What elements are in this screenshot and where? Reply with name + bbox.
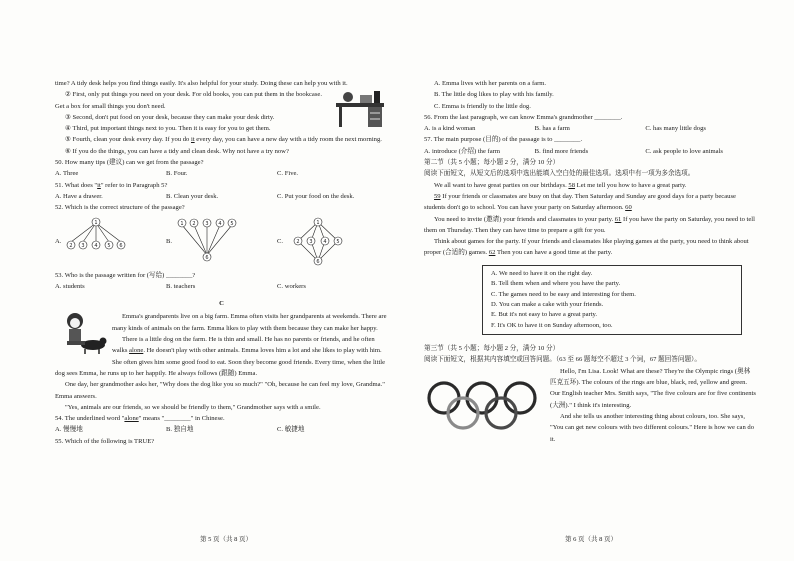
svg-text:3: 3 bbox=[81, 242, 86, 249]
option-c[interactable]: C. The games need to be easy and interesting for them. bbox=[491, 290, 636, 298]
ring-2 bbox=[467, 383, 497, 413]
option-a[interactable]: A. We need to have it on the right day. bbox=[491, 269, 593, 277]
q53-options bbox=[55, 281, 388, 292]
ring-5 bbox=[486, 398, 516, 428]
svg-text:4: 4 bbox=[218, 220, 222, 227]
reading-p1: Hello, I'm Lisa. Look! What are these? They're the Olympic rings (奥林匹克五环). The colours of the rings are blue, black, red, yellow and green. Our English teacher Mrs. Smith says, "The five colours are for five continents (大洲)." I think it's interesting. bbox=[550, 367, 756, 409]
option-b-label: B. bbox=[166, 237, 173, 245]
tip-3: ③ Second, don't put food on your desk, because they can make your desk dirty. bbox=[65, 113, 275, 121]
cloze-p2: 59 If your friends or classmates are busy on that day. Then Saturday and Sunday are good days for a party because students don't go to school. You can have your party on Saturday afternoon. 60 bbox=[424, 192, 736, 212]
option-f[interactable]: F. It's OK to have it on Sunday afternoon, too. bbox=[491, 321, 613, 329]
cloze-p3: You need to invite (邀请) your friends and classmates to your party. 61 If you have the party on Saturday, you need to tell them on Thursday. Then they can have time to prepare a gift for you. bbox=[424, 215, 755, 234]
right-page bbox=[424, 78, 756, 445]
olympic-rings-icon bbox=[424, 380, 542, 432]
q55-option-b[interactable]: B. The little dog likes to play with his family. bbox=[434, 91, 554, 99]
svg-text:3: 3 bbox=[205, 220, 209, 227]
girl-with-dog-icon bbox=[55, 311, 107, 355]
question-54: 54. The underlined word "alone" means "________" in Chinese. bbox=[55, 415, 225, 423]
cloze-p4: Think about games for the party. If your friends and classmates like playing games at the party, you need to think about proper (合适的) games. 62 Then you can have a good time at the party. bbox=[424, 238, 749, 257]
ring-4 bbox=[448, 398, 478, 428]
svg-text:2: 2 bbox=[69, 242, 74, 249]
svg-text:3: 3 bbox=[309, 238, 313, 245]
svg-text:4: 4 bbox=[323, 238, 327, 245]
svg-text:6: 6 bbox=[205, 254, 209, 261]
desk-icon bbox=[332, 89, 388, 129]
passage-c-p2: There is a little dog on the farm. He is thin and small. He has no parents or friends, and he often walks alone. He doesn't play with other animals. Emma loves him a lot and she likes to play with him. She often gives him some good food to eat. Soon they become good friends. Every time, when the little dog sees Emma, he runs up to her happily. He always follows (跟随) Emma. bbox=[55, 336, 386, 377]
passage-c-p1: Emma's grandparents live on a big farm. Emma often visits her grandparents at weekends. There are many kinds of animals on the farm. Emma likes to play with them because they can make her happy. bbox=[112, 313, 387, 332]
q55-option-c[interactable]: C. Emma is friendly to the little dog. bbox=[434, 102, 531, 110]
option-c[interactable]: C. workers bbox=[277, 282, 306, 290]
passage-c-p4: "Yes, animals are our friends, so we should be friendly to them," Grandmother says with a smile. bbox=[65, 403, 321, 411]
tip-2: ② First, only put things you need on your desk. For old books, you can put them in the bookcase. Get a box for small things you don't need. bbox=[55, 91, 322, 110]
section-2-directions: 阅读下面短文，从短文后的选项中选出能填入空白处的最佳选项。选项中有一项为多余选项。 bbox=[424, 170, 695, 178]
svg-text:6: 6 bbox=[119, 242, 124, 249]
option-b[interactable]: B. teachers bbox=[166, 282, 196, 290]
structure-a[interactable] bbox=[55, 217, 166, 267]
svg-text:6: 6 bbox=[316, 258, 320, 265]
question-56: 56. From the last paragraph, we can know Emma's grandmother ________. bbox=[424, 113, 623, 121]
blank-59[interactable]: 59 bbox=[434, 192, 441, 200]
section-c-heading: C bbox=[219, 300, 224, 308]
question-51: 51. What does "it" refer to in Paragraph 5? bbox=[55, 181, 168, 189]
option-b[interactable]: B. Tell them when and where you have the party. bbox=[491, 280, 621, 288]
option-a[interactable]: A. Three bbox=[55, 170, 79, 178]
svg-text:5: 5 bbox=[107, 242, 112, 249]
page-footer-right: 第 6 页（共 8 页） bbox=[565, 536, 617, 543]
option-a[interactable]: A. students bbox=[55, 282, 85, 290]
tree-diagram-b bbox=[172, 217, 242, 267]
q51-options bbox=[55, 191, 388, 202]
question-50: 50. How many tips (建议) can we get from the passage? bbox=[55, 159, 204, 167]
option-a[interactable]: A. introduce (介绍) the farm bbox=[424, 147, 500, 155]
option-c[interactable]: C. ask people to love animals bbox=[645, 147, 723, 155]
left-page bbox=[55, 78, 388, 447]
section-3-directions: 阅读下面短文，根据其内容填空或回答问题。（63 至 66 题每空不超过 3 个词，67 题回答问题）。 bbox=[424, 356, 701, 364]
tree-diagram-a bbox=[61, 217, 131, 267]
option-a[interactable]: A. Have a drawer. bbox=[55, 192, 103, 200]
ring-3 bbox=[505, 383, 535, 413]
options-box bbox=[482, 265, 742, 335]
blank-61[interactable]: 61 bbox=[614, 215, 622, 223]
svg-text:2: 2 bbox=[296, 238, 300, 245]
option-a-label: A. bbox=[55, 237, 62, 245]
option-c-label: C. bbox=[277, 237, 284, 245]
structure-diagrams bbox=[55, 216, 388, 268]
svg-text:5: 5 bbox=[336, 238, 340, 245]
option-c[interactable]: C. 敏捷地 bbox=[277, 426, 305, 434]
girl-dog-illustration bbox=[55, 311, 107, 359]
option-b[interactable]: B. Four. bbox=[166, 170, 188, 178]
olympic-rings-illustration bbox=[424, 380, 542, 436]
blank-62[interactable]: 62 bbox=[488, 249, 496, 257]
option-a[interactable]: A. is a kind woman bbox=[424, 125, 476, 133]
option-b[interactable]: B. find more friends bbox=[534, 147, 589, 155]
blank-58[interactable]: 58 bbox=[568, 181, 576, 189]
desk-illustration bbox=[332, 89, 388, 133]
cloze-p1: We all want to have great parties on our birthdays. 58 Let me tell you how to have a great party. bbox=[434, 181, 687, 189]
passage-line: time? A tidy desk helps you find things easily. It's also helpful for your study. Doing these can help you with it. bbox=[55, 80, 348, 87]
page-footer-left: 第 5 页（共 8 页） bbox=[200, 536, 252, 543]
passage-c-p3: One day, her grandmother asks her, "Why does the dog like you so much?" "Oh, because he can feel my love, Grandma." Emma answers. bbox=[55, 381, 385, 400]
option-d[interactable]: D. You can make a cake with your friends. bbox=[491, 300, 604, 308]
blank-60[interactable]: 60 bbox=[625, 204, 632, 212]
question-57: 57. The main purpose (目的) of the passage is to ________. bbox=[424, 136, 583, 144]
svg-text:1: 1 bbox=[94, 219, 99, 226]
tip-4: ④ Third, put important things next to you. Then it is easy for you to get them. bbox=[65, 125, 271, 133]
structure-c[interactable] bbox=[277, 217, 388, 267]
question-52: 52. Which is the correct structure of the passage? bbox=[55, 204, 185, 212]
svg-text:2: 2 bbox=[192, 220, 196, 227]
structure-b[interactable] bbox=[166, 217, 277, 267]
ring-1 bbox=[429, 383, 459, 413]
option-c[interactable]: C. has many little dogs bbox=[645, 125, 706, 133]
option-c[interactable]: C. Put your food on the desk. bbox=[277, 192, 355, 200]
svg-text:5: 5 bbox=[230, 220, 234, 227]
reading-p2: And she tells us another interesting thing about colours, too. She says, "You can get new colours with two different colours." Here is how we can do it. bbox=[550, 412, 755, 443]
option-c[interactable]: C. Five. bbox=[277, 170, 299, 178]
q54-options bbox=[55, 424, 388, 435]
option-a[interactable]: A. 慢慢地 bbox=[55, 426, 83, 434]
option-b[interactable]: B. has a farm bbox=[534, 125, 570, 133]
tip-6: ⑥ If you do the things, you can have a tidy and clean desk. Why not have a try now? bbox=[65, 147, 289, 155]
section-3-heading: 第三节（共 5 小题；每小题 2 分，满分 10 分） bbox=[424, 345, 560, 353]
question-53: 53. Who is the passage written for (写给) ________? bbox=[55, 271, 196, 279]
q57-options bbox=[424, 146, 756, 157]
option-b[interactable]: B. Clean your desk. bbox=[166, 192, 219, 200]
svg-text:1: 1 bbox=[316, 219, 320, 226]
section-2-heading: 第二节（共 5 小题；每小题 2 分，满分 10 分） bbox=[424, 159, 560, 167]
option-b[interactable]: B. 独自地 bbox=[166, 426, 194, 434]
tree-diagram-c bbox=[283, 217, 353, 267]
question-55: 55. Which of the following is TRUE? bbox=[55, 437, 155, 445]
svg-text:1: 1 bbox=[180, 220, 184, 227]
option-e[interactable]: E. But it's not easy to have a great party. bbox=[491, 311, 598, 319]
svg-text:4: 4 bbox=[94, 242, 99, 249]
q55-option-a[interactable]: A. Emma lives with her parents on a farm. bbox=[434, 80, 547, 87]
tip-5: ⑤ Fourth, clean your desk every day. If you do it every day, you can have a new day with a tidy room the next morning. bbox=[65, 136, 382, 144]
q50-options bbox=[55, 168, 388, 179]
q56-options bbox=[424, 123, 756, 134]
